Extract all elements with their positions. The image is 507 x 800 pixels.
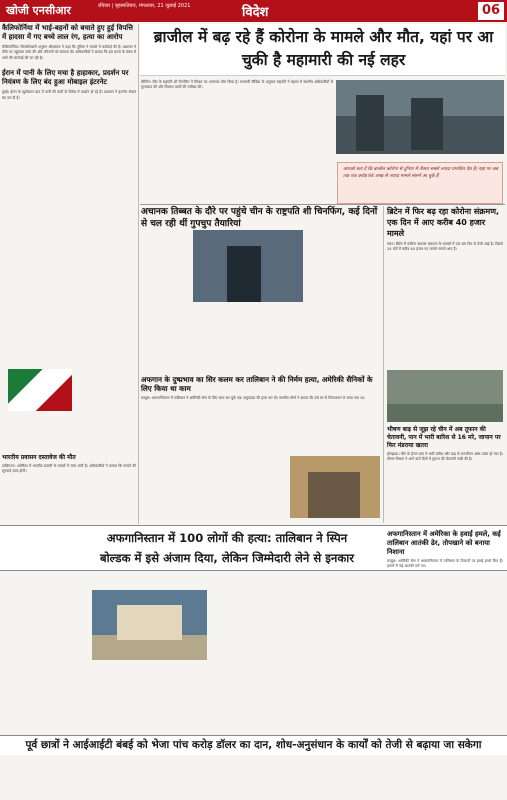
left-story-title-1: कैलिफोर्निया में भाई-बहनों को बचाते हुए हुई विपत्ति में हादसा में गए बच्चे लाल रंग, हत्या का आरोप (2, 24, 133, 41)
section-title: विदेश (242, 5, 269, 20)
us-airstrike-title: अफगानिस्तान में अमेरिका के हवाई हमले, कई तालिबान आतंकी ढेर, तोपखाने को बनाया निशाना (387, 530, 501, 556)
afghan-translator-story (141, 375, 383, 401)
newspaper-logo: खोजी एनसीआर (6, 4, 71, 17)
bottom-bar-headline: पूर्व छात्रों ने आईआईटी बंबई को भेजा पांच करोड़ डॉलर का दान, शोध-अनुसंधान के कार्यों को तेजी से बढ़ाया जा सकेगा (25, 739, 482, 751)
left-story-title-2: ईरान में पानी के लिए मचा है हाहाकार, प्रदर्शन पर नियंत्रण के लिए बंद हुआ मोबाइल इंटरनेट (2, 69, 129, 87)
us-airstrike-story (387, 530, 503, 570)
china-story-title: अचानक तिब्बत के दौरे पर पहुंचे चीन के राष्ट्रपति शी चिनफिंग, कई दिनों से चल रही थीं गुपचुप तैयारियां (141, 207, 378, 229)
center-intro-text: बीजिंग। चीन के राष्ट्रपति शी चिनफिंग ने तिब्बत का अचानक दौरा किया है। सरकारी मीडिया के अनुसार राष्ट्रपति ने ल्हासा में स्थानीय अधिकारियों से मुलाकात की और विकास कार्यों की समीक्षा की। (141, 80, 333, 90)
president-photo (193, 230, 303, 302)
notice-headline: अफगानिस्तान में 100 लोगों की हत्या: तालिबान ने स्पिन बोल्डक में इसे अंजाम दिया, लेकिन जिम्मेदारी लेने से इनकार (99, 531, 355, 565)
iran-flag-photo (8, 369, 72, 411)
flood-story-title: भीषण बाढ़ से जूझ रहे चीन में अब तूफान की चेतावनी, पान में भारी बारिश से 16 मरे, जापान पर फिर मंडराया खतरा (387, 426, 501, 449)
date-line: रविवार | बृहस्पतिवार, मंगलवार, 21 जुलाई 2021 (98, 3, 191, 9)
left-column-divider (138, 24, 139, 524)
brazil-photo (336, 80, 504, 154)
pull-quote-text: आपको बता दें कि ब्राजील कोरोना से दुनिया में तीसरा सबसे ज्यादा प्रभावित देश है। यहां पर अब तक एक करोड़ 94 लाख से ज्यादा मामले सामने आ चुके हैं (343, 167, 499, 179)
us-airstrike-body: काबुल। अमेरिकी सेना ने अफगानिस्तान में तालिबान के ठिकानों पर हवाई हमले किए हैं। हमलों में कई आतंकी मारे गए। (387, 559, 503, 569)
left-column (2, 24, 136, 522)
britain-story-body: लंदन। ब्रिटेन में कोरोना वायरस संक्रमण के मामलों में एक बार फिर से तेजी आई है। पिछले 24 घंटों में करीब 40 हजार नए मामले सामने आए हैं। (387, 242, 503, 252)
afghan-translator-title: अफगान के दुष्प्रभाव का सिर कलम कर तालिबान ने की निर्मम हत्या, अमेरिकी सैनिकों के लिए किया था काम (141, 375, 373, 393)
banner-headline: ब्राजील में बढ़ रहे हैं कोरोना के मामले और मौत, यहां पर आ चुकी है महामारी की नई लहर (153, 28, 494, 69)
left-story-body-2: दुबई। ईरान के खुजेस्तान प्रांत में पानी की कमी के विरोध में प्रदर्शन हो रहे हैं। प्रशासन ने इंटरनेट सेवाएं बंद कर दी हैं। (2, 90, 136, 100)
top-banner (140, 24, 505, 76)
pull-quote (337, 162, 503, 204)
afghan-translator-body: काबुल। अफगानिस्तान में तालिबान ने अमेरिकी सेना के लिए काम कर चुके एक अनुवादक की हत्या कर दी। स्थानीय लोगों ने बताया कि उसे घर से निकालकर ले जाया गया था। (141, 396, 365, 400)
china-story (141, 206, 383, 230)
left-story-title-3: भारतीय प्रवासन दस्तावेज की मौत (2, 454, 76, 461)
bottom-bar (0, 735, 507, 755)
taliban-photo (290, 456, 380, 518)
left-story-body-3: वाशिंगटन। अमेरिका में भारतीय प्रवासी के मामले में जांच जारी है। अधिकारियों ने बताया कि मामले की सुनवाई जल्द होगी। (2, 464, 136, 474)
divider-1 (140, 204, 505, 205)
britain-story-title: ब्रिटेन में फिर बढ़ रहा कोरोना संक्रमण, एक दिन में आए करीब 40 हजार मामले (387, 207, 500, 238)
flood-story-body: झेंगझाऊ। चीन के हेनान प्रांत में भारी बारिश और बाढ़ से जनजीवन अस्त-व्यस्त हो गया है। मौसम विभाग ने आने वाले दिनों में तूफान की चेतावनी जारी की है। (387, 452, 503, 462)
page-number: 06 (478, 2, 504, 20)
britain-story (387, 206, 503, 253)
building-photo (92, 590, 207, 660)
right-column-divider (383, 206, 384, 523)
masthead (0, 0, 507, 22)
flood-story (387, 426, 503, 463)
flood-photo (387, 370, 503, 422)
left-story-body-1: कैलिफोर्निया। जिलाधिकारी अनुराग श्रीवास्तव ने कहा कि पुलिस ने मामले में कार्रवाई की है। प्रशासन ने मौके पर पहुंचकर जांच की और परिजनों को सांत्वना दी। अधिकारियों ने बताया कि इस घटना के संबंध में आगे की कार्रवाई की जा रही है। (2, 45, 136, 60)
